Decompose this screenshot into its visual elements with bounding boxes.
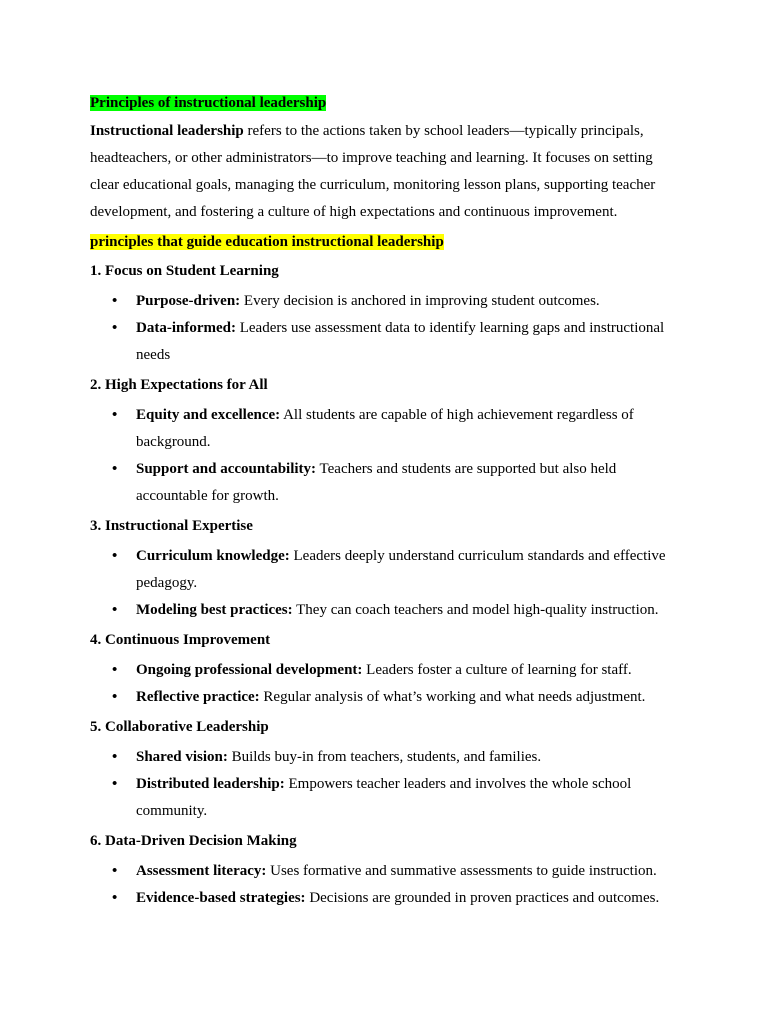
item-term: Data-informed: bbox=[136, 320, 236, 336]
intro-term: Instructional leadership bbox=[90, 123, 244, 139]
list-item bbox=[90, 744, 680, 771]
item-text: Empowers teacher leaders and involves the whole school community. bbox=[136, 776, 632, 819]
item-text: Builds buy-in from teachers, students, and families. bbox=[231, 749, 542, 765]
item-term: Reflective practice: bbox=[136, 689, 260, 705]
item-text: Leaders deeply understand curriculum standards and effective pedagogy. bbox=[136, 548, 666, 591]
list-item bbox=[90, 597, 680, 624]
bullet-icon: • bbox=[112, 662, 118, 678]
list-item bbox=[90, 315, 680, 369]
section-heading: 3. Instructional Expertise bbox=[90, 518, 253, 534]
bullet-list bbox=[90, 744, 680, 825]
section-heading: 5. Collaborative Leadership bbox=[90, 719, 269, 735]
item-term: Distributed leadership: bbox=[136, 776, 285, 792]
list-item bbox=[90, 771, 680, 825]
item-term: Equity and excellence: bbox=[136, 407, 281, 423]
document-title: Principles of instructional leadership bbox=[90, 95, 327, 111]
list-item bbox=[90, 288, 680, 315]
item-text: All students are capable of high achievement regardless of background. bbox=[136, 407, 634, 450]
bullet-icon: • bbox=[112, 320, 118, 336]
bullet-icon: • bbox=[112, 749, 118, 765]
document-page bbox=[90, 90, 680, 912]
list-item bbox=[90, 684, 680, 711]
item-text: Regular analysis of what’s working and what needs adjustment. bbox=[263, 689, 646, 705]
item-term: Evidence-based strategies: bbox=[136, 890, 306, 906]
section-heading: 1. Focus on Student Learning bbox=[90, 263, 279, 279]
bullet-icon: • bbox=[112, 548, 118, 564]
bullet-icon: • bbox=[112, 293, 118, 309]
item-term: Assessment literacy: bbox=[136, 863, 267, 879]
bullet-icon: • bbox=[112, 602, 118, 618]
sections-container bbox=[90, 258, 680, 912]
subtitle: principles that guide education instructional leadership bbox=[90, 234, 444, 250]
item-text: They can coach teachers and model high-quality instruction. bbox=[296, 602, 659, 618]
document-title-line bbox=[90, 90, 680, 116]
item-text: Teachers and students are supported but also held accountable for growth. bbox=[136, 461, 617, 504]
bullet-list bbox=[90, 858, 680, 912]
bullet-icon: • bbox=[112, 890, 118, 906]
list-item bbox=[90, 543, 680, 597]
list-item bbox=[90, 402, 680, 456]
bullet-icon: • bbox=[112, 776, 118, 792]
item-text: Leaders foster a culture of learning for staff. bbox=[366, 662, 632, 678]
bullet-icon: • bbox=[112, 407, 118, 423]
item-text: Leaders use assessment data to identify learning gaps and instructional needs bbox=[136, 320, 665, 363]
bullet-icon: • bbox=[112, 689, 118, 705]
section-heading: 2. High Expectations for All bbox=[90, 377, 268, 393]
item-term: Shared vision: bbox=[136, 749, 228, 765]
list-item bbox=[90, 456, 680, 510]
intro-paragraph bbox=[90, 118, 680, 226]
list-item bbox=[90, 858, 680, 885]
bullet-icon: • bbox=[112, 863, 118, 879]
bullet-list bbox=[90, 657, 680, 711]
section-heading: 6. Data-Driven Decision Making bbox=[90, 833, 297, 849]
subtitle-line bbox=[90, 229, 680, 255]
item-term: Purpose-driven: bbox=[136, 293, 241, 309]
item-text: Every decision is anchored in improving student outcomes. bbox=[243, 293, 600, 309]
item-term: Support and accountability: bbox=[136, 461, 317, 477]
item-term: Modeling best practices: bbox=[136, 602, 293, 618]
item-term: Ongoing professional development: bbox=[136, 662, 363, 678]
bullet-icon: • bbox=[112, 461, 118, 477]
item-text: Decisions are grounded in proven practices and outcomes. bbox=[309, 890, 660, 906]
item-term: Curriculum knowledge: bbox=[136, 548, 290, 564]
bullet-list bbox=[90, 543, 680, 624]
intro-text: refers to the actions taken by school leaders—typically principals, headteachers, or other administrators—to improve teaching and learning. It focuses on setting clear educational goals, managing the curriculum, monitoring lesson plans, supporting teacher development, and fostering a culture of high expectations and continuous improvement. bbox=[90, 123, 656, 220]
item-text: Uses formative and summative assessments to guide instruction. bbox=[270, 863, 657, 879]
section-heading: 4. Continuous Improvement bbox=[90, 632, 271, 648]
list-item bbox=[90, 885, 680, 912]
bullet-list bbox=[90, 288, 680, 369]
bullet-list bbox=[90, 402, 680, 510]
list-item bbox=[90, 657, 680, 684]
